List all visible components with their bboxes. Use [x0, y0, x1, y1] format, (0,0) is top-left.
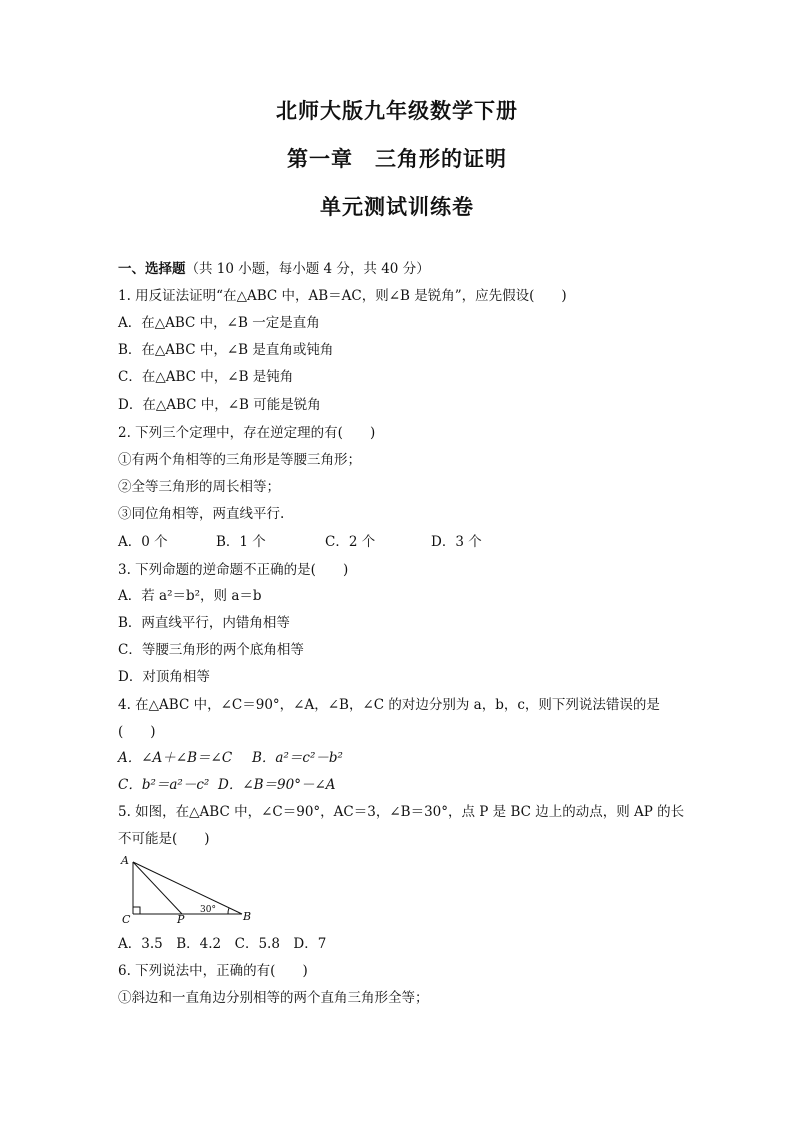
right-angle-mark	[133, 907, 140, 914]
label-p: P	[177, 913, 185, 924]
question-4-stem-cont: ( )	[118, 724, 156, 740]
question-4-options-row-1	[118, 749, 698, 767]
question-3-option-d: D．对顶角相等	[118, 669, 210, 685]
question-2-stem: 2. 下列三个定理中，存在逆定理的有( )	[118, 425, 376, 441]
section-heading	[118, 260, 698, 278]
question-4-options-row-2	[118, 776, 698, 794]
label-a: A	[121, 854, 129, 867]
question-2-options	[118, 533, 698, 551]
question-3-option-b: B．两直线平行，内错角相等	[118, 615, 290, 631]
question-6-item-1: ①斜边和一直角边分别相等的两个直角三角形全等；	[118, 990, 429, 1006]
question-1-stem: 1. 用反证法证明“在△ABC 中，AB＝AC，则∠B 是锐角”，应先假设( )	[118, 288, 567, 304]
question-1-option-c: C．在△ABC 中，∠B 是钝角	[118, 369, 294, 385]
chapter-title: 第一章 三角形的证明	[287, 147, 507, 171]
label-b: B	[243, 910, 252, 923]
question-2-option-d: D．3 个	[431, 534, 482, 550]
document-title: 北师大版九年级数学下册	[276, 99, 518, 123]
question-4-option-c: C．b²＝a²－c²	[118, 777, 210, 793]
test-title: 单元测试训练卷	[320, 195, 474, 219]
question-5-stem-cont: 不可能是( )	[118, 831, 210, 847]
side-ab	[133, 862, 242, 914]
angle-arc	[228, 908, 229, 914]
section-note: （共 10 小题，每小题 4 分，共 40 分）	[185, 261, 430, 277]
question-2-option-b: B．1 个	[216, 534, 266, 550]
question-4-option-b: B．a²＝c²－b²	[252, 750, 343, 766]
question-3-option-a: A．若 a²＝b²，则 a＝b	[118, 588, 262, 604]
angle-label: 30°	[200, 905, 216, 915]
question-3-stem: 3. 下列命题的逆命题不正确的是( )	[118, 562, 349, 578]
question-5-options: A．3.5 B．4.2 C．5.8 D．7	[118, 936, 327, 952]
segment-ap	[133, 862, 182, 914]
triangle-figure	[116, 852, 256, 924]
question-4-option-a: A．∠A＋∠B＝∠C	[118, 750, 233, 766]
question-1-option-a: A．在△ABC 中，∠B 一定是直角	[118, 315, 320, 331]
question-4-stem: 4. 在△ABC 中，∠C＝90°，∠A，∠B，∠C 的对边分别为 a，b，c，则下列说法错误的是	[118, 697, 660, 713]
question-1-option-d: D．在△ABC 中，∠B 可能是锐角	[118, 397, 321, 413]
question-2-option-a: A．0 个	[118, 534, 168, 550]
question-6-stem: 6. 下列说法中，正确的有( )	[118, 963, 308, 979]
question-4-option-d: D．∠B＝90°－∠A	[218, 777, 336, 793]
label-c: C	[122, 913, 131, 924]
question-1-option-b: B．在△ABC 中，∠B 是直角或钝角	[118, 342, 334, 358]
question-2-item-1: ①有两个角相等的三角形是等腰三角形；	[118, 452, 361, 468]
question-2-option-c: C．2 个	[325, 534, 376, 550]
section-label: 一、选择题	[118, 261, 186, 277]
question-5-stem: 5. 如图，在△ABC 中，∠C＝90°，AC＝3，∠B＝30°，点 P 是 BC 边上的动点，则 AP 的长	[118, 804, 685, 820]
question-2-item-2: ②全等三角形的周长相等；	[118, 479, 280, 495]
question-3-option-c: C．等腰三角形的两个底角相等	[118, 642, 304, 658]
question-2-item-3: ③同位角相等，两直线平行.	[118, 506, 285, 522]
